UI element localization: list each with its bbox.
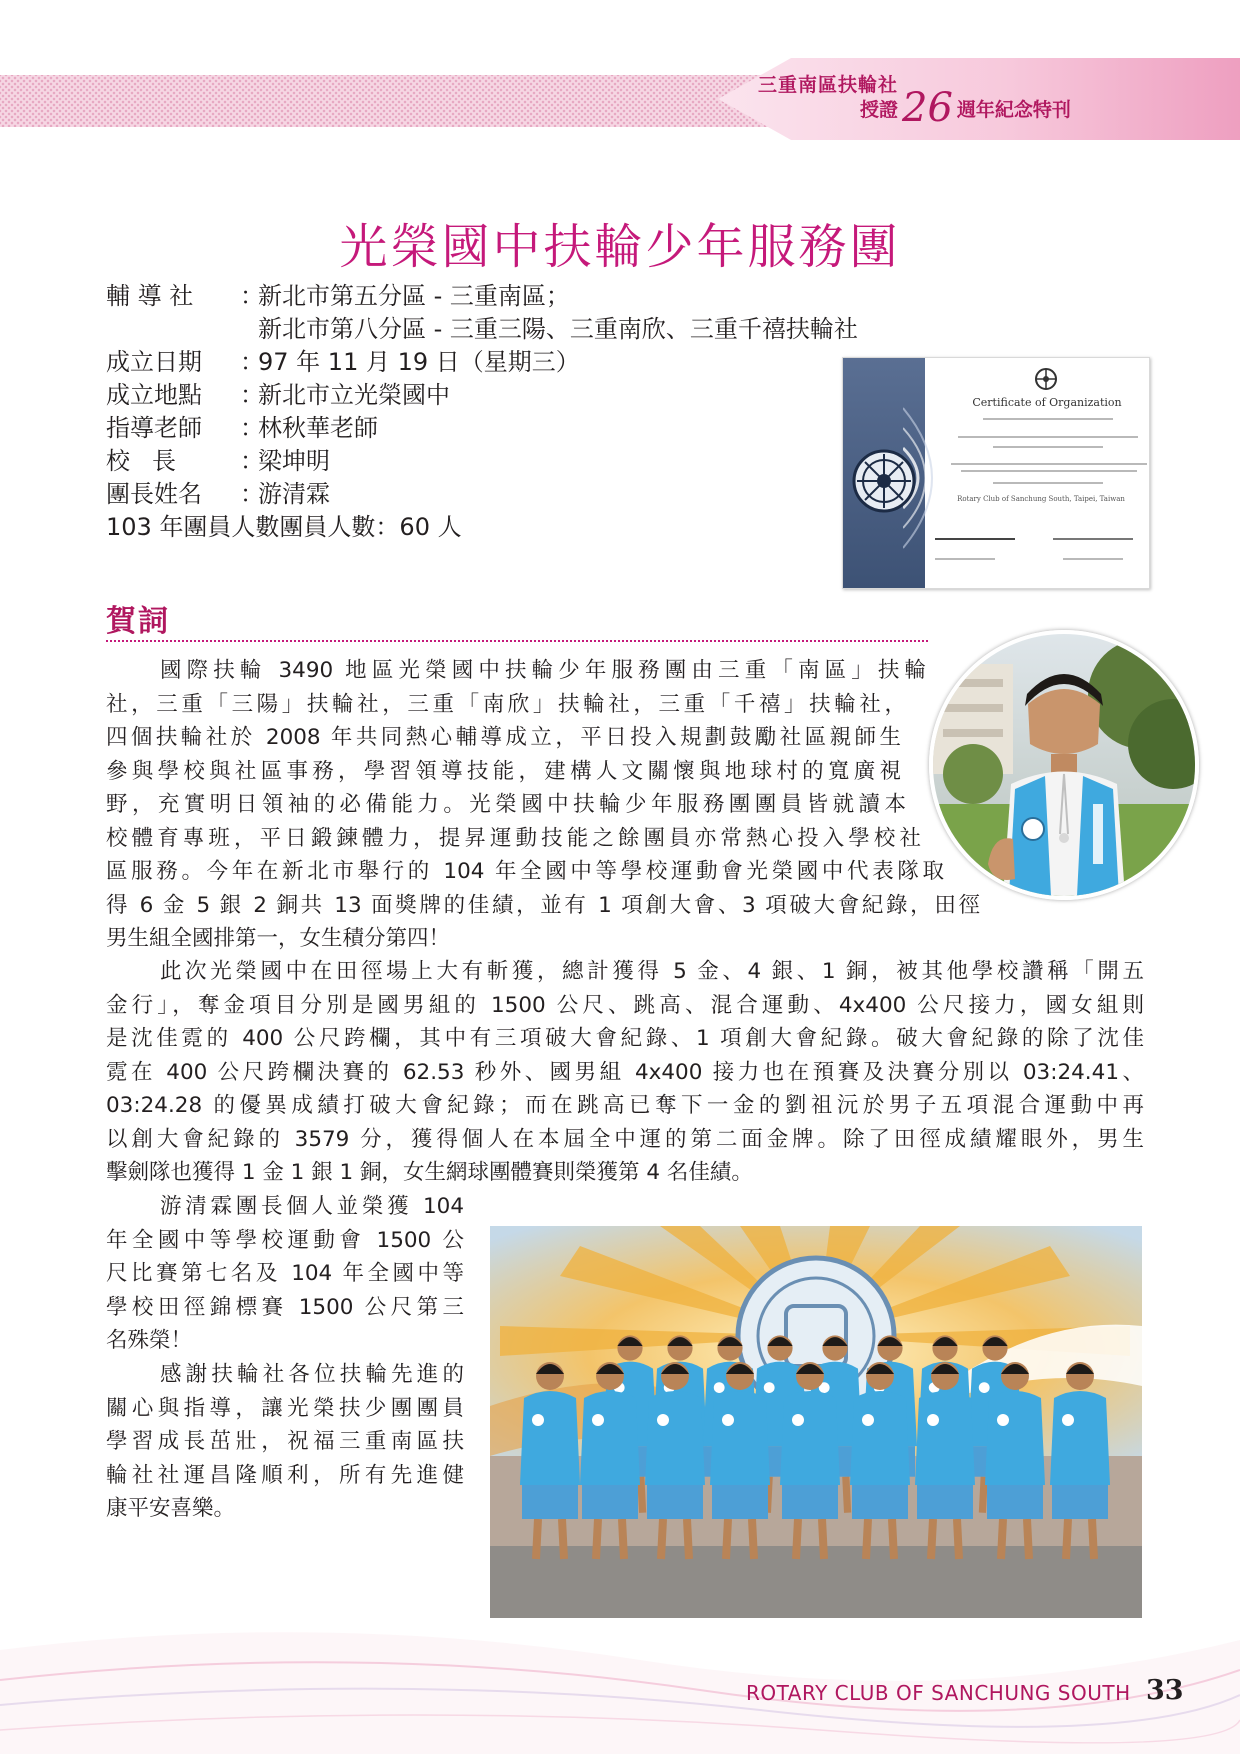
info-label-leader: 團長姓名	[106, 480, 202, 508]
page-number: 33	[1146, 1675, 1184, 1706]
paragraph-line: 此次光榮國中在田徑場上大有斬獲，總計獲得 5 金、4 銀、1 銅，被其他學校讚稱「開五	[160, 959, 1144, 984]
paragraph-line: 金行」，奪金項目分別是國男組的 1500 公尺、跳高、混合運動、4x400 公尺接力，國女組則	[106, 992, 1144, 1018]
info-label-founded-place: 成立地點	[106, 381, 202, 409]
info-row-sponsor	[106, 280, 858, 313]
club-info-block	[106, 280, 858, 544]
paragraph-line: 學習成長茁壯，祝福三重南區扶	[106, 1429, 464, 1454]
paragraph-4	[106, 1358, 464, 1526]
header-anniversary-prefix: 授證	[860, 99, 899, 121]
paragraph-3	[106, 1190, 464, 1358]
info-row-leader	[106, 478, 858, 511]
info-row-principal	[106, 445, 858, 478]
paragraph-line: 康平安喜樂。	[106, 1496, 236, 1521]
info-row-members	[106, 511, 858, 544]
paragraph-1	[106, 654, 980, 956]
footer-club-name: ROTARY CLUB OF SANCHUNG SOUTH	[746, 1681, 1131, 1705]
certificate-rotary-logo-icon	[1033, 366, 1059, 392]
certificate-title: Certificate of Organization	[972, 396, 1122, 409]
paragraph-line: 擊劍隊也獲得 1 金 1 銀 1 銅，女生網球團體賽則榮獲第 4 名佳績。	[106, 1160, 753, 1185]
info-value-principal: 梁坤明	[258, 447, 330, 475]
paragraph-line: 關心與指導，讓光榮扶少團團員	[106, 1395, 464, 1421]
info-value-sponsor-line1: 新北市第五分區 - 三重南區；	[258, 282, 570, 310]
paragraph-line: 男生組全國排第一，女生積分第四！	[106, 926, 451, 951]
paragraph-line: 年全國中等學校運動會 1500 公	[106, 1227, 464, 1253]
info-colon: ：	[240, 414, 264, 442]
info-value-leader: 游清霖	[258, 480, 330, 508]
paragraph-line: 得 6 金 5 銀 2 銅共 13 面獎牌的佳績，並有 1 項創大會、3 項破大會紀錄，田徑	[106, 892, 980, 918]
paragraph-line: 名殊榮！	[106, 1328, 193, 1353]
paragraph-line: 游清霖團長個人並榮獲 104	[160, 1194, 464, 1219]
info-value-advisor: 林秋華老師	[258, 414, 378, 442]
header-anniversary	[860, 85, 1071, 131]
paragraph-line: 四個扶輪社於 2008 年共同熱心輔導成立，平日投入規劃鼓勵社區親師生	[106, 725, 901, 750]
info-label-advisor: 指導老師	[106, 414, 202, 442]
paragraph-line: 是沈佳霓的 400 公尺跨欄，其中有三項破大會紀錄、1 項創大會紀錄。破大會紀錄的除了沈佳	[106, 1026, 1144, 1051]
section-title: 賀詞	[106, 604, 170, 639]
certificate-image	[842, 357, 1150, 589]
info-value-founded-place: 新北市立光榮國中	[258, 381, 450, 409]
paragraph-line: 野，充實明日領袖的必備能力。光榮國中扶輪少年服務團團員皆就讀本	[106, 792, 906, 817]
paragraph-line: 學校田徑錦標賽 1500 公尺第三	[106, 1294, 464, 1320]
paragraph-line: 輪社社運昌隆順利，所有先進健	[106, 1462, 464, 1488]
info-row-founded-place	[106, 379, 858, 412]
info-value-sponsor-line2: 新北市第八分區 - 三重三陽、三重南欣、三重千禧扶輪社	[258, 315, 858, 343]
paragraph-line: 國際扶輪 3490 地區光榮國中扶輪少年服務團由三重「南區」扶輪	[160, 658, 926, 683]
paragraph-line: 校體育專班，平日鍛鍊體力，提昇運動技能之餘團員亦常熱心投入學校社	[106, 825, 921, 851]
paragraph-line: 區服務。今年在新北市舉行的 104 年全國中等學校運動會光榮國中代表隊取	[106, 859, 944, 884]
paragraph-line: 霓在 400 公尺跨欄決賽的 62.53 秒外、國男組 4x400 接力也在預賽及決賽分別以 03:24.41、	[106, 1059, 1144, 1085]
info-label-founded-date: 成立日期	[106, 348, 202, 376]
paragraph-2	[106, 955, 1144, 1190]
info-row-advisor	[106, 412, 858, 445]
paragraph-line: 尺比賽第七名及 104 年全國中等	[106, 1261, 464, 1286]
info-value-members: 103 年團員人數團員人數：60 人	[106, 513, 462, 541]
info-label-sponsor: 輔 導 社	[106, 282, 194, 310]
rotary-wheel-icon	[851, 448, 917, 514]
paragraph-line: 以創大會紀錄的 3579 分，獲得個人在本屆全中運的第二面金牌。除了田徑成績耀眼外，男生	[106, 1126, 1144, 1152]
info-row-sponsor-cont	[106, 313, 858, 346]
info-colon: ：	[240, 447, 264, 475]
info-label-principal: 校長	[106, 447, 198, 475]
info-colon: ：	[240, 282, 264, 310]
info-colon: ：	[240, 480, 264, 508]
portrait-photo	[929, 630, 1199, 900]
header-club-name: 三重南區扶輪社	[758, 74, 899, 96]
header-anniversary-number: 26	[902, 85, 953, 131]
header-anniversary-suffix: 週年紀念特刊	[956, 99, 1071, 121]
paragraph-line: 社，三重「三陽」扶輪社，三重「南欣」扶輪社，三重「千禧」扶輪社，	[106, 691, 906, 717]
page-title: 光榮國中扶輪少年服務團	[339, 219, 901, 275]
info-row-founded-date	[106, 346, 858, 379]
paragraph-line: 參與學校與社區事務，學習領導技能，建構人文關懷與地球村的寬廣視	[106, 758, 901, 784]
info-value-founded-date: 97 年 11 月 19 日（星期三）	[258, 348, 580, 376]
info-colon: ：	[240, 348, 264, 376]
paragraph-line: 03:24.28 的優異成績打破大會紀錄；而在跳高已奪下一金的劉祖沅於男子五項混合運動中再	[106, 1093, 1144, 1118]
info-colon: ：	[240, 381, 264, 409]
paragraph-line: 感謝扶輪社各位扶輪先進的	[160, 1362, 464, 1387]
certificate-org-line: Rotary Club of Sanchung South, Taipei, Taiwan	[957, 495, 1125, 503]
section-divider	[106, 640, 928, 642]
group-photo	[490, 1226, 1142, 1618]
